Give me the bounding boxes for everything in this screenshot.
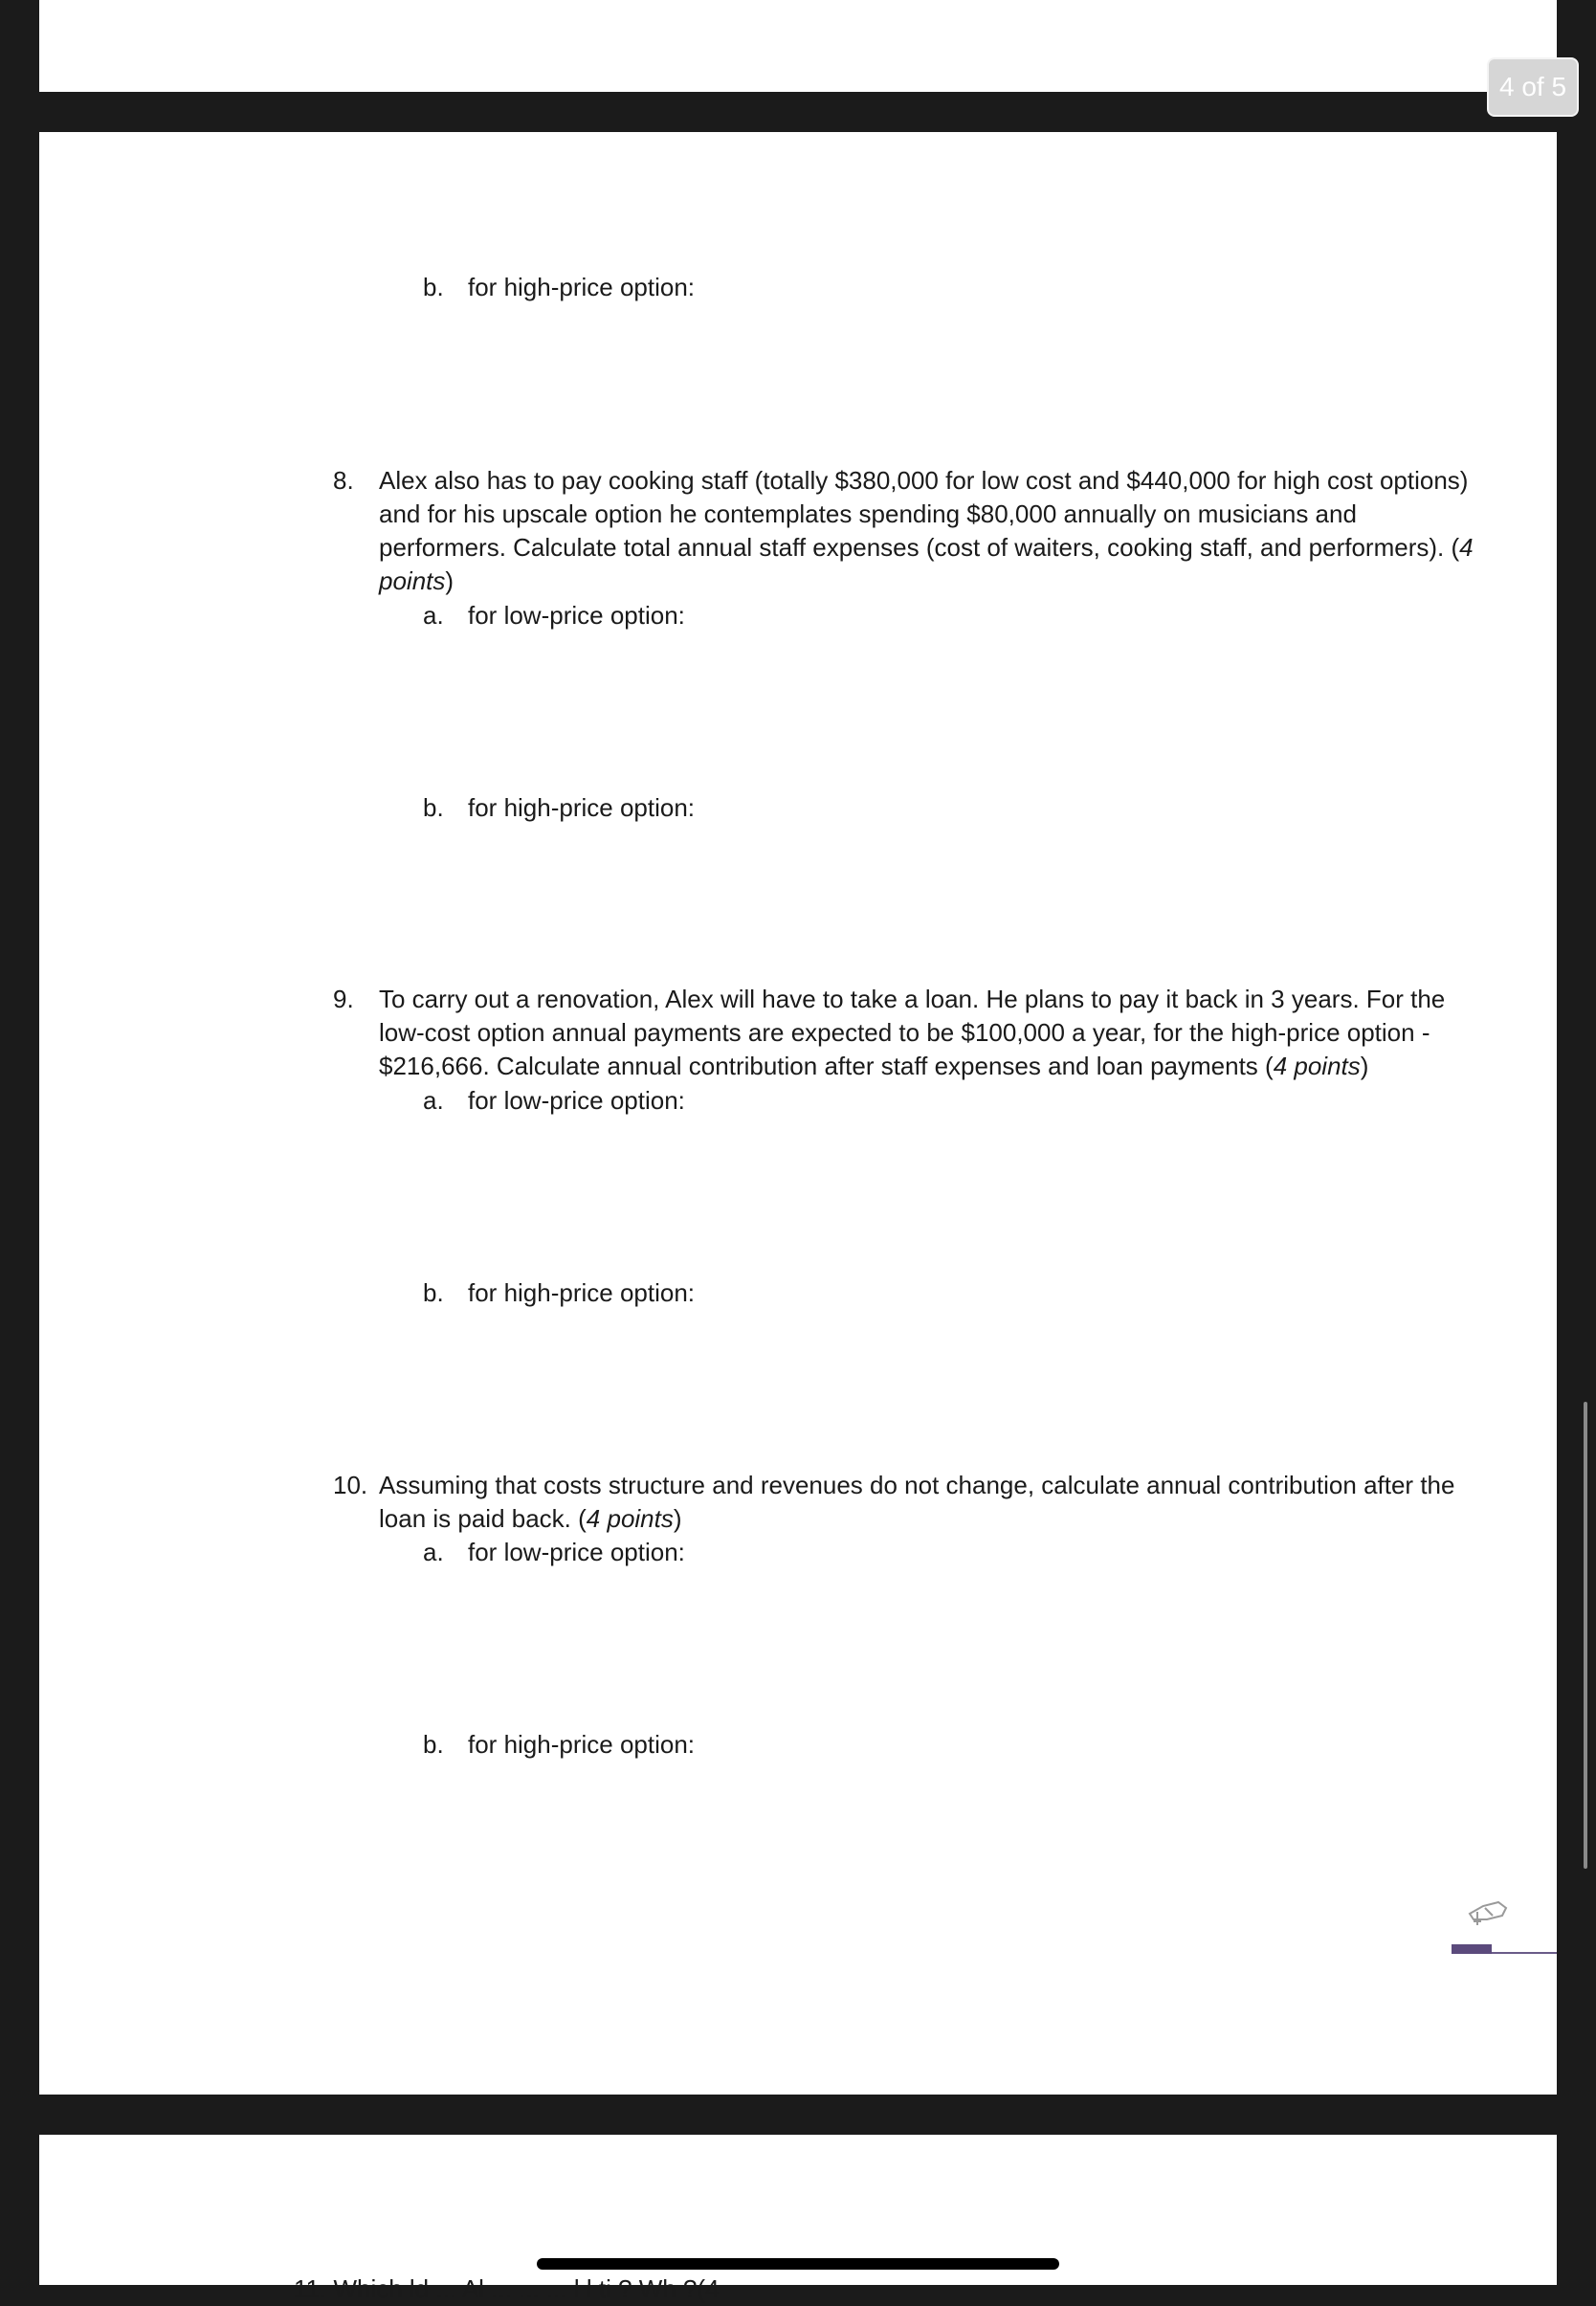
sub-text: for high-price option: bbox=[468, 793, 696, 822]
question-line bbox=[379, 1050, 1500, 1083]
question-line bbox=[379, 565, 1500, 598]
signature-pen-icon[interactable] bbox=[1464, 1893, 1512, 1931]
question-text-span: ) bbox=[673, 1504, 682, 1533]
q10-sub-b bbox=[423, 1728, 695, 1762]
current-page bbox=[39, 132, 1557, 2095]
question-text-span: ) bbox=[1360, 1052, 1369, 1080]
question-line: Alex also has to pay cooking staff (totally $380,000 for low cost and $440,000 for high cost options) bbox=[379, 466, 1469, 495]
question-number: 9. bbox=[333, 985, 354, 1013]
points-emphasis: 4 bbox=[1459, 533, 1474, 562]
sub-text: for high-price option: bbox=[468, 273, 696, 301]
vertical-scrollbar[interactable] bbox=[1584, 1402, 1587, 1869]
sub-letter: a. bbox=[423, 1086, 444, 1115]
question-text bbox=[379, 1469, 1500, 1536]
question-number: 8. bbox=[333, 466, 354, 495]
question-8 bbox=[333, 464, 1500, 598]
question-number: 10. bbox=[333, 1471, 368, 1499]
q10-sub-a bbox=[423, 1536, 685, 1569]
annotation-line bbox=[1492, 1952, 1557, 1954]
home-indicator-bar[interactable] bbox=[537, 2258, 1059, 2270]
sub-letter: b. bbox=[423, 273, 444, 301]
question-line bbox=[379, 1502, 1500, 1536]
sub-letter: b. bbox=[423, 793, 444, 822]
q9-sub-b bbox=[423, 1276, 695, 1310]
q8-sub-a bbox=[423, 599, 685, 632]
question-line: To carry out a renovation, Alex will have to take a loan. He plans to pay it back in 3 years. For the bbox=[379, 985, 1446, 1013]
question-line bbox=[379, 531, 1500, 565]
question-9 bbox=[333, 983, 1500, 1083]
points-emphasis: 4 points bbox=[1273, 1052, 1361, 1080]
next-page-text-peek: 11. Which ld ... Al ... ... ... l l ti ? Wh ?(4 bbox=[294, 2274, 720, 2303]
q7-sub-b bbox=[423, 271, 695, 304]
sub-letter: a. bbox=[423, 1538, 444, 1566]
q9-sub-a bbox=[423, 1084, 685, 1118]
sub-text: for low-price option: bbox=[468, 601, 685, 630]
question-text bbox=[379, 983, 1500, 1083]
sub-text: for low-price option: bbox=[468, 1086, 685, 1115]
question-text-span: $216,666. Calculate annual contribution after staff expenses and loan payments ( bbox=[379, 1052, 1274, 1080]
question-line: and for his upscale option he contemplates spending $80,000 annually on musicians and bbox=[379, 499, 1357, 528]
page-indicator: 4 of 5 bbox=[1487, 57, 1579, 117]
sub-letter: b. bbox=[423, 1278, 444, 1307]
sub-text: for high-price option: bbox=[468, 1278, 696, 1307]
question-text-span: loan is paid back. ( bbox=[379, 1504, 587, 1533]
sub-text: for low-price option: bbox=[468, 1538, 685, 1566]
sub-text: for high-price option: bbox=[468, 1730, 696, 1759]
previous-page bbox=[39, 0, 1557, 92]
question-text-span: ) bbox=[445, 566, 454, 595]
q8-sub-b bbox=[423, 791, 695, 825]
points-emphasis: points bbox=[379, 566, 446, 595]
annotation-marker[interactable] bbox=[1452, 1944, 1492, 1954]
sub-letter: b. bbox=[423, 1730, 444, 1759]
question-line: Assuming that costs structure and revenues do not change, calculate annual contribution after the bbox=[379, 1471, 1455, 1499]
question-text-span: performers. Calculate total annual staff expenses (cost of waiters, cooking staff, and performers). ( bbox=[379, 533, 1460, 562]
question-10 bbox=[333, 1469, 1500, 1536]
sub-letter: a. bbox=[423, 601, 444, 630]
points-emphasis: 4 points bbox=[586, 1504, 674, 1533]
question-line: low-cost option annual payments are expected to be $100,000 a year, for the high-price option - bbox=[379, 1018, 1430, 1047]
question-text bbox=[379, 464, 1500, 598]
